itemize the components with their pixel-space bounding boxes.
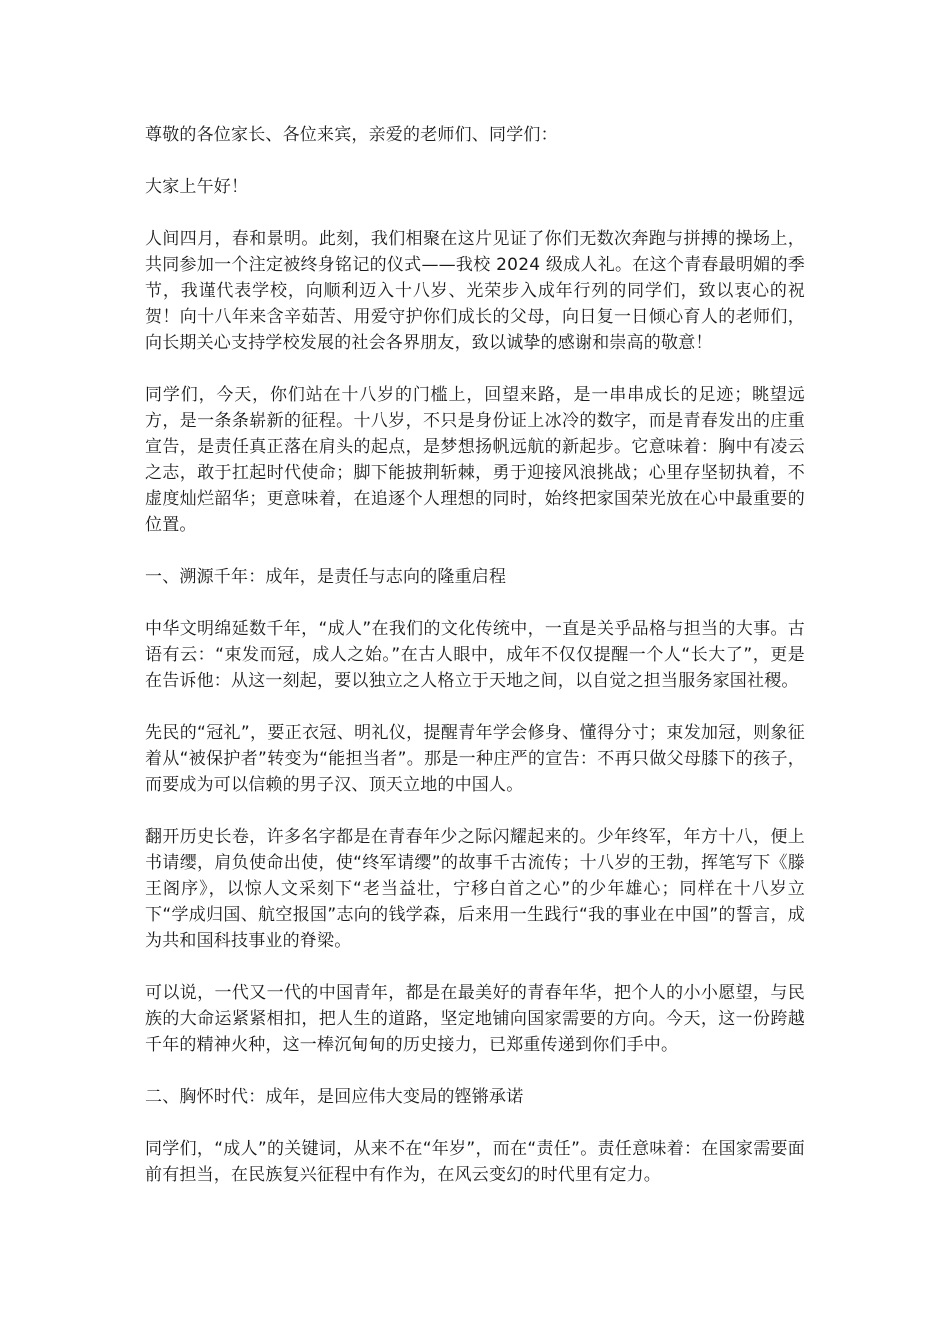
body-paragraph: 同学们，“成人”的关键词，从来不在“年岁”，而在“责任”。责任意味着：在国家需要面前有担当，在民族复兴征程中有作为，在风云变幻的时代里有定力。 <box>145 1139 805 1185</box>
body-paragraph: 翻开历史长卷，许多名字都是在青春年少之际闪耀起来的。少年终军，年方十八，便上书请缨，肩负使命出使，使“终军请缨”的故事千古流传；十八岁的王勃，挥笔写下《滕王阁序》，以惊人文采刻下“老当益壮，宁移白首之心”的少年雄心；同样在十八岁立下“学成归国、航空报国”志向的钱学森，后来用一生践行“我的事业在中国”的誓言，成为共和国科技事业的脊梁。 <box>145 827 805 951</box>
intro-paragraph: 人间四月，春和景明。此刻，我们相聚在这片见证了你们无数次奔跑与拼搏的操场上，共同参加一个注定被终身铭记的仪式——我校 2024 级成人礼。在这个青春最明媚的季节，我谨代表学校，向顺利迈入十八岁、光荣步入成年行列的同学们，致以衷心的祝贺！向十八年来含辛茹苦、用爱守护你们成长的父母，向日复一日倾心育人的老师们，向长期关心支持学校发展的社会各界朋友，致以诚挚的感谢和崇高的敬意！ <box>145 229 805 353</box>
greeting: 大家上午好！ <box>145 177 249 197</box>
body-paragraph: 先民的“冠礼”，要正衣冠、明礼仪，提醒青年学会修身、懂得分寸；束发加冠，则象征着从“被保护者”转变为“能担当者”。那是一种庄严的宣告：不再只做父母膝下的孩子，而要成为可以信赖的男子汉、顶天立地的中国人。 <box>145 723 805 795</box>
salutation: 尊敬的各位家长、各位来宾，亲爱的老师们、同学们： <box>145 125 558 145</box>
section-heading: 二、胸怀时代：成年，是回应伟大变局的铿锵承诺 <box>145 1087 524 1107</box>
body-paragraph: 可以说，一代又一代的中国青年，都是在最美好的青春年华，把个人的小小愿望，与民族的大命运紧紧相扣，把人生的道路，坚定地铺向国家需要的方向。今天，这一份跨越千年的精神火种，这一棒沉甸甸的历史接力，已郑重传递到你们手中。 <box>145 983 805 1055</box>
intro-paragraph: 同学们，今天，你们站在十八岁的门槛上，回望来路，是一串串成长的足迹；眺望远方，是一条条崭新的征程。十八岁，不只是身份证上冰冷的数字，而是青春发出的庄重宣告，是责任真正落在肩头的起点，是梦想扬帆远航的新起步。它意味着：胸中有凌云之志，敢于扛起时代使命；脚下能披荆斩棘，勇于迎接风浪挑战；心里存坚韧执着，不虚度灿烂韶华；更意味着，在追逐个人理想的同时，始终把家国荣光放在心中最重要的位置。 <box>145 385 805 535</box>
body-paragraph: 中华文明绵延数千年，“成人”在我们的文化传统中，一直是关乎品格与担当的大事。古语有云：“束发而冠，成人之始。”在古人眼中，成年不仅仅提醒一个人“长大了”，更是在告诉他：从这一刻起，要以独立之人格立于天地之间，以自觉之担当服务家国社稷。 <box>145 619 805 691</box>
speech-body <box>145 122 805 1214</box>
section-heading: 一、溯源千年：成年，是责任与志向的隆重启程 <box>145 567 507 587</box>
